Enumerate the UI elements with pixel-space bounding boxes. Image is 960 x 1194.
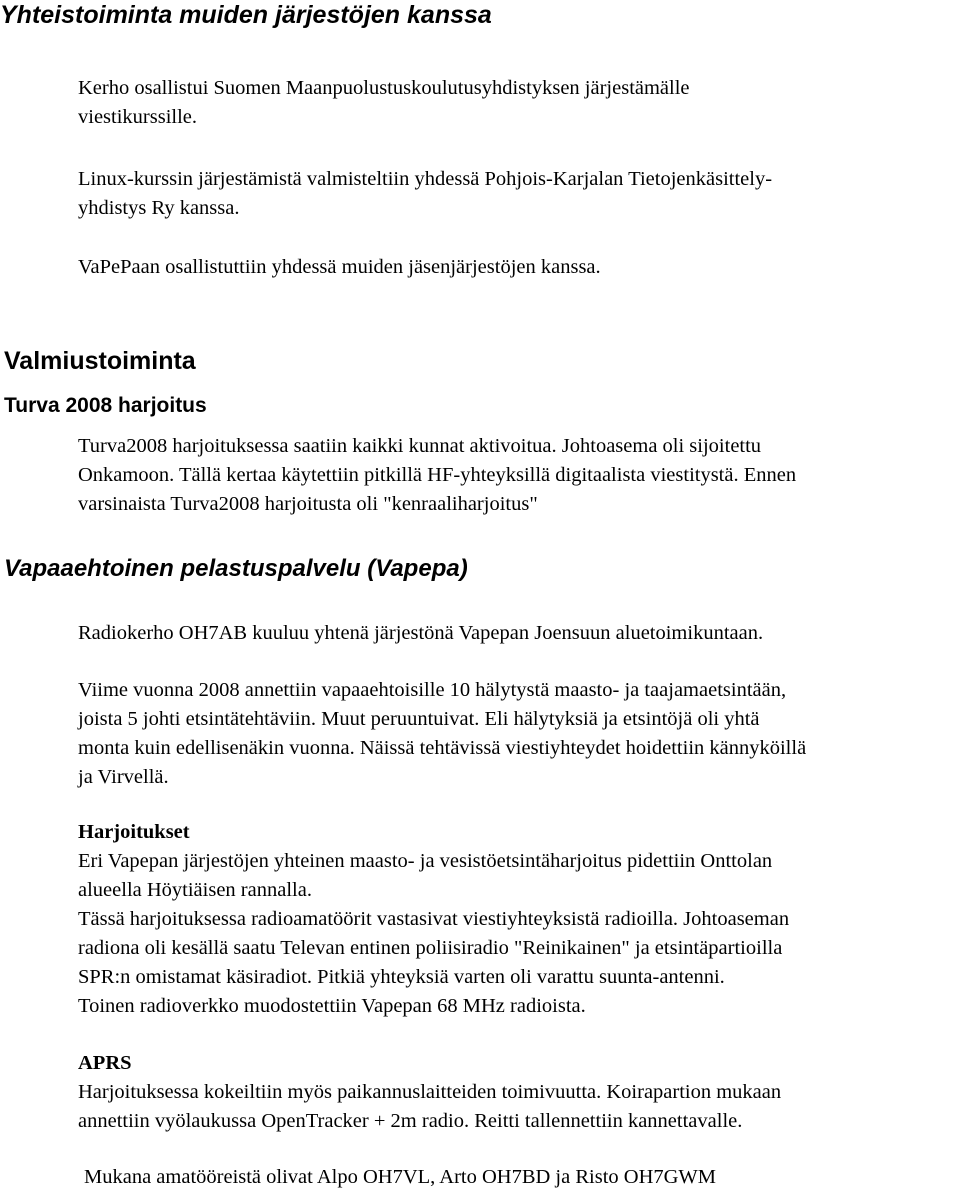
text-line: Toinen radioverkko muodostettiin Vapepan 68 MHz radioista. (78, 995, 586, 1017)
text-line: Kerho osallistui Suomen Maanpuolustuskoulutusyhdistyksen järjestämälle (78, 77, 690, 99)
text-line: VaPePaan osallistuttiin yhdessä muiden jäsenjärjestöjen kanssa. (78, 256, 601, 278)
paragraph-alerts (78, 676, 806, 792)
text-line: Eri Vapepan järjestöjen yhteinen maasto- ja vesistöetsintäharjoitus pidettiin Onttolan (78, 850, 773, 872)
text-line: viestikurssille. (78, 106, 198, 128)
paragraph-exercises (78, 847, 789, 1021)
text-line: annettiin vyölaukussa OpenTracker + 2m radio. Reitti tallennettiin kannettavalle. (78, 1110, 743, 1132)
paragraph-turva2008 (78, 432, 796, 519)
text-line: Turva2008 harjoituksessa saatiin kaikki kunnat aktivoitua. Johtoasema oli sijoitettu (78, 435, 762, 457)
subsection-title-turva2008: Turva 2008 harjoitus (4, 394, 207, 417)
text-line: Linux-kurssin järjestämistä valmisteltiin yhdessä Pohjois-Karjalan Tietojenkäsittely- (78, 168, 773, 190)
text-line: Radiokerho OH7AB kuuluu yhtenä järjestönä Vapepan Joensuun aluetoimikuntaan. (78, 622, 764, 644)
text-line: SPR:n omistamat käsiradiot. Pitkiä yhteyksiä varten oli varattu suunta-antenni. (78, 966, 725, 988)
paragraph-course (78, 74, 690, 132)
paragraph-membership (78, 619, 763, 648)
section-title-vapepa: Vapaaehtoinen pelastuspalvelu (Vapepa) (4, 555, 468, 582)
text-line: Viime vuonna 2008 annettiin vapaaehtoisille 10 hälytystä maasto- ja taajamaetsintään, (78, 679, 787, 701)
text-line: joista 5 johti etsintätehtäviin. Muut peruuntuivat. Eli hälytyksiä ja etsintöjä oli yhtä (78, 708, 760, 730)
section-title-readiness: Valmiustoiminta (4, 347, 196, 375)
text-line: varsinaista Turva2008 harjoitusta oli "kenraaliharjoitus" (78, 493, 538, 515)
aprs-heading: APRS (78, 1052, 132, 1074)
text-line: Tässä harjoituksessa radioamatöörit vastasivat viestiyhteyksistä radioilla. Johtoaseman (78, 908, 790, 930)
text-line: Harjoituksessa kokeiltiin myös paikannuslaitteiden toimivuutta. Koirapartion mukaan (78, 1081, 782, 1103)
text-line: radiona oli kesällä saatu Televan entinen poliisiradio "Reinikainen" ja etsintäpartioilla (78, 937, 783, 959)
text-line: alueella Höytiäisen rannalla. (78, 879, 312, 901)
exercises-heading: Harjoitukset (78, 821, 190, 843)
text-line: monta kuin edellisenäkin vuonna. Näissä tehtävissä viestiyhteydet hoidettiin kännyköillä (78, 737, 807, 759)
text-line: Onkamoon. Tällä kertaa käytettiin pitkillä HF-yhteyksillä digitaalista viestitystä. Ennen (78, 464, 797, 486)
section-title-cooperation: Yhteistoiminta muiden järjestöjen kanssa (0, 1, 492, 29)
paragraph-linux-course (78, 165, 772, 223)
text-line: Mukana amatööreistä olivat Alpo OH7VL, Arto OH7BD ja Risto OH7GWM (84, 1166, 717, 1188)
paragraph-vapepa (78, 253, 601, 282)
paragraph-aprs (78, 1078, 781, 1136)
text-line: ja Virvellä. (78, 766, 169, 788)
text-line: yhdistys Ry kanssa. (78, 197, 240, 219)
paragraph-participants (84, 1163, 716, 1192)
